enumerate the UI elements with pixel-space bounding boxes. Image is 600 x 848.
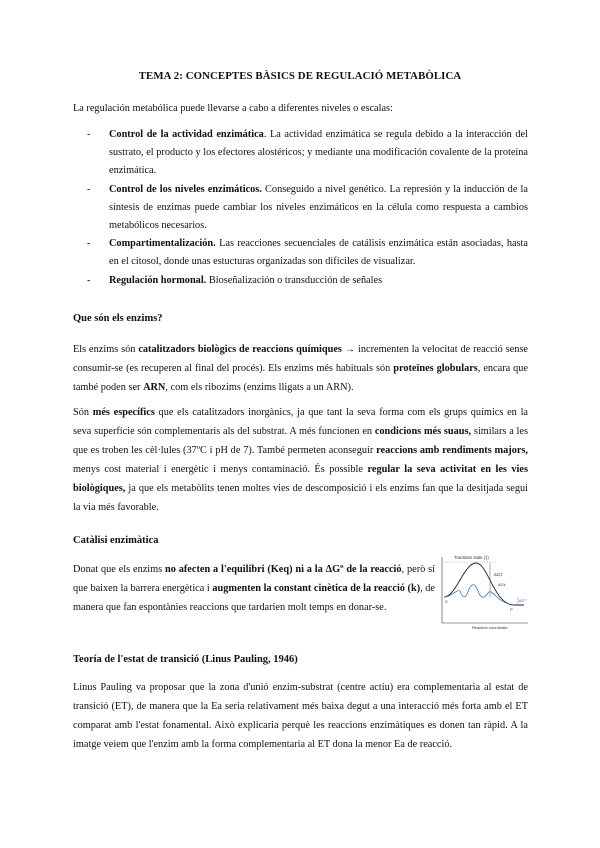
text-run-bold: regular la seva activitat en les vies biològiques, xyxy=(73,464,528,494)
text-run: que els catalitzadors inorgànics, ja que tant la seva forma com els grups químics en la seva superfície són complementaris als del substrat. A més funcionen en xyxy=(73,407,528,437)
bullet-separator: . xyxy=(263,129,267,140)
bullet-term: Compartimentalización. xyxy=(109,238,216,250)
text-run: Donat que els enzims xyxy=(73,564,166,575)
text-run-bold: no afecten a l'equilibri (Keq) ni a la ΔGº de la reacció xyxy=(165,564,402,575)
bullet-text: Las reacciones secuenciales de catálisis enzimática están asociadas, hasta en el citosol, donde unas estucturas organizadas son difíciles de visualizar. xyxy=(109,238,528,268)
text-run: , però sí que baixen la barrera energètica i xyxy=(73,564,436,594)
list-item xyxy=(87,235,528,271)
energy-diagram-figure xyxy=(438,553,530,631)
section-heading-enzims: Que són els enzims? xyxy=(73,313,163,324)
bullet-text: Bioseñalización o transducción de señales xyxy=(206,274,383,286)
dg-uncat-label: ΔG‡ xyxy=(494,572,503,577)
text-run: similars a les que es troben les cèl·lules (37ºC i pH de 7). També permeten aconseguir xyxy=(73,426,528,456)
substrate-label: S xyxy=(445,599,448,604)
text-run-bold: catalitzadors biològics de reaccions químiques xyxy=(138,344,342,355)
bullet-term: Control de los niveles enzimáticos. xyxy=(109,183,262,195)
section-heading-catalisi: Catàlisi enzimàtica xyxy=(73,535,159,546)
paragraph-enzims-definition xyxy=(73,340,528,397)
text-run-bold: condicions més suaus, xyxy=(374,426,472,437)
reaction-energy-diagram xyxy=(438,553,530,631)
paragraph-linus-pauling: Linus Pauling va proposar que la zona d'unió enzim-substrat (centre actiu) era complementaria al estat de transició (ET), de manera que la Ea seria relativament més baixa degut a una interacció més forta amb el ET comparat amb l'estat fonamental. Això explicaria perquè les reaccions enzimàtiques es donen tan ràpid. A la imatge veiem que l'enzim amb la forma complementaria al ET dona la menor Ea de reacció. xyxy=(73,682,528,750)
text-run-bold: més específics xyxy=(92,407,155,418)
intro-paragraph: La regulación metabólica puede llevarse a cabo a diferentes niveles o escalas: xyxy=(73,103,393,114)
section-heading-estat-transicio: Teoría de l'estat de transició (Linus Pauling, 1946) xyxy=(73,654,298,665)
text-run-bold: reaccions amb rendiments majors, xyxy=(376,445,528,456)
bullet-text: Conseguido a nivel genético. La represión y la inducción de la síntesis de enzimas puede cambiar los niveles enzimáticos en la célula como respuesta a cambios metabólicos necesarios. xyxy=(109,183,528,232)
list-item xyxy=(87,272,528,290)
bullet-term: Regulación hormonal. xyxy=(109,274,207,286)
text-run: Són xyxy=(73,407,93,418)
text-run: , encara que també poden ser xyxy=(73,363,529,393)
paragraph-enzims-properties xyxy=(73,403,528,517)
text-run: , com els ribozims (enzims lligats a un ARN). xyxy=(165,382,354,393)
bullet-term: Control de la actividad enzimática xyxy=(109,129,264,140)
dg-reaction-label: ΔG'° xyxy=(519,599,527,603)
text-run: menys cost material i energètic i menys contaminació. És possible xyxy=(73,464,368,475)
text-run: → incrementen la velocitat de reacció sense consumir-se (es recuperen al final del procés). Els enzims més habituals són xyxy=(73,344,528,374)
page-title: TEMA 2: CONCEPTES BÀSICS DE REGULACIÓ METABÒLICA xyxy=(138,70,462,82)
text-run: Els enzims són xyxy=(73,344,139,355)
text-run-bold: augmenten la constant cinètica de la reacció (k) xyxy=(212,583,421,594)
catalyzed-curve xyxy=(444,585,514,605)
text-run: , de manera que fan espontànies reaccions que tardarien molt temps en donar-se. xyxy=(73,583,435,613)
paragraph-catalisi xyxy=(73,560,435,617)
text-run-bold: proteïnes globulars xyxy=(393,363,478,374)
list-item xyxy=(87,181,528,236)
x-axis-label: Reaction coordinate xyxy=(472,625,508,630)
uncatalyzed-curve xyxy=(444,563,524,605)
list-item xyxy=(87,126,528,181)
text-run-bold: ARN xyxy=(143,382,166,393)
product-label: P xyxy=(510,607,513,612)
transition-state-label: Transition state (‡) xyxy=(454,555,489,560)
bullet-text: La actividad enzimática se regula debido a la interacción del sustrato, el producto y los efectores alostéricos; y mediante una modificación covalente de la proteína enzimática. xyxy=(109,129,528,177)
text-run: ja que els metabòlits tenen moltes vies de descomposició i els enzims fan que la desitjada segui la via més favorable. xyxy=(73,483,528,513)
regulation-levels-list xyxy=(87,126,528,290)
dg-cat-label: ΔG‡ xyxy=(498,582,507,587)
